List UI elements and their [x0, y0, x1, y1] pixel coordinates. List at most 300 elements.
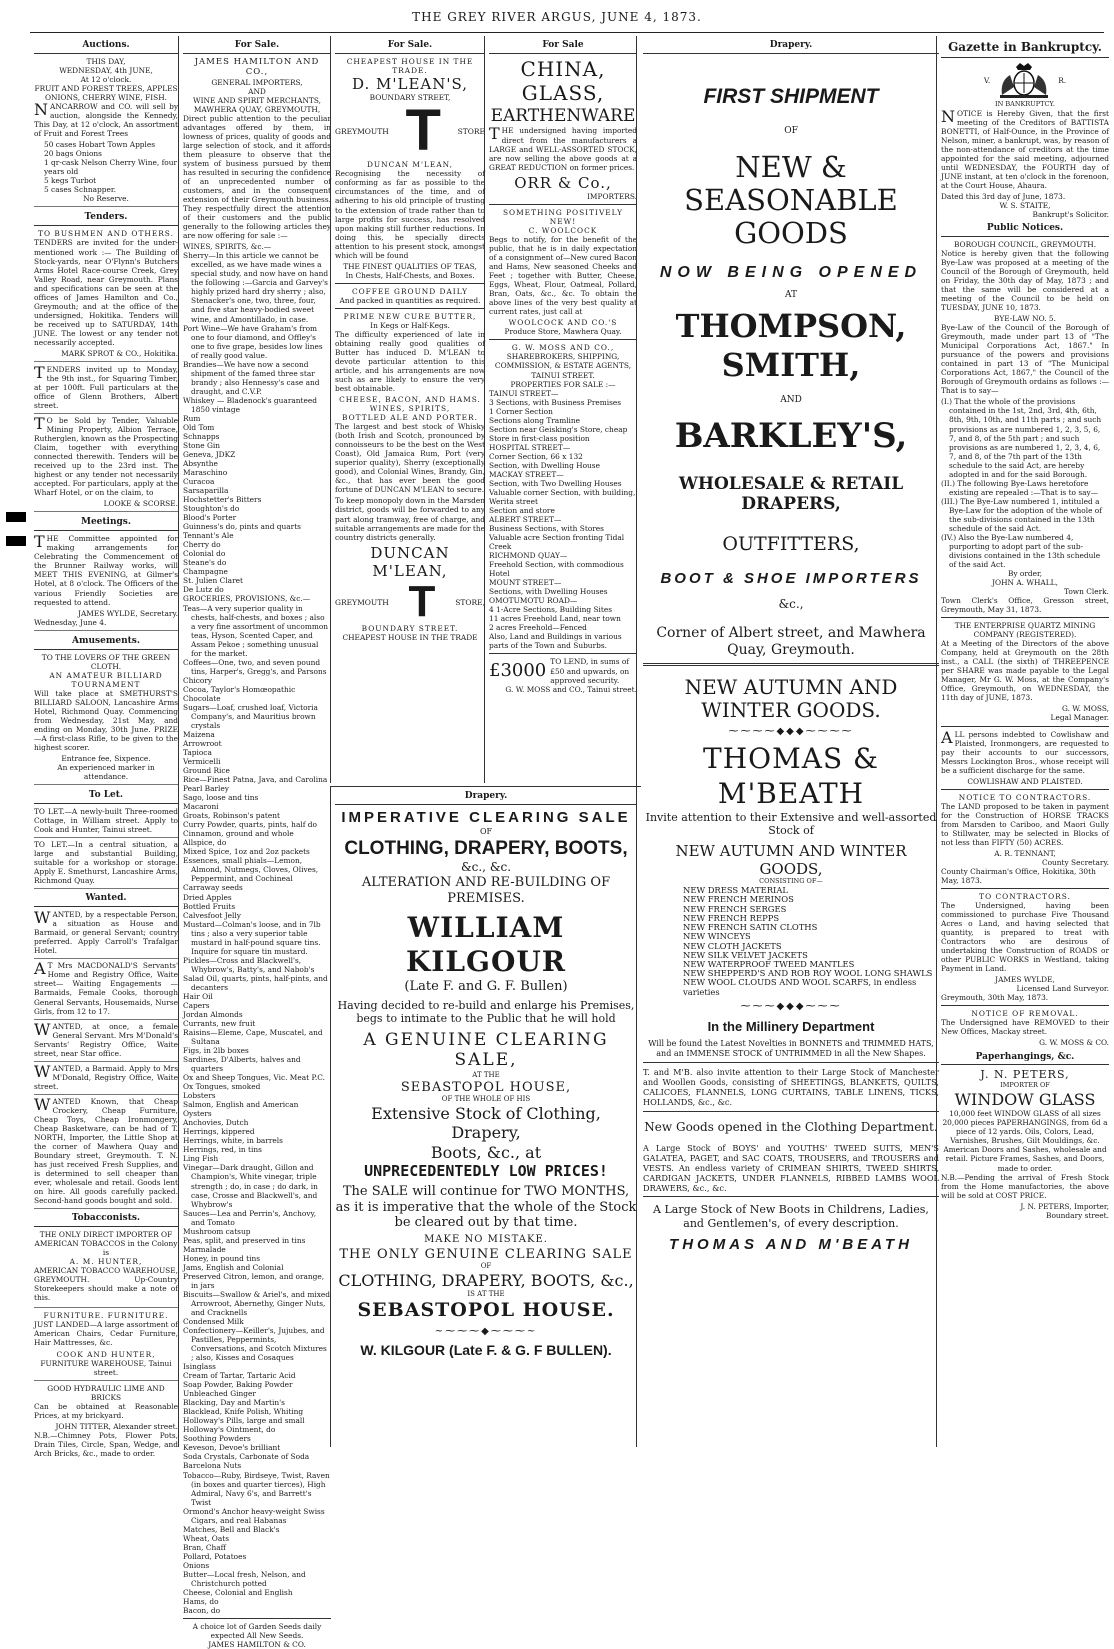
- kilgour-ad: [330, 786, 641, 1447]
- section-heading-for-sale: For Sale.: [335, 38, 485, 54]
- whall-sign: JOHN A. WHALL,: [992, 578, 1058, 588]
- sebastopol-heading: SEBASTOPOL HOUSE,: [400, 1079, 572, 1095]
- grocery-item: Herrings, white, in barrels: [183, 1136, 283, 1146]
- moss-name: G. W. MOSS AND CO.,: [511, 343, 615, 353]
- to-let-ad: TO LET.—A newly-built Three-roomed Cottage, in William street. Apply to Cook and Hunter, Tainui street.: [34, 807, 178, 838]
- kilgour-etc: &c., &c.: [460, 860, 512, 875]
- by-order: By order,: [1007, 569, 1043, 579]
- quartz-sign-2: Legal Manager.: [1050, 713, 1109, 723]
- grocery-item: Sugars—Loaf, crushed loaf, Victoria Company's, and Mauritius brown crystals: [183, 702, 318, 730]
- wine-item: Brandies—We have now a second shipment of the famed three star brandy ; also Hennessy's case and draught, and C.V.P.: [183, 359, 320, 396]
- thompson-smith: THOMPSON, SMITH,: [675, 307, 907, 385]
- column-3: [330, 36, 489, 783]
- grocery-item: Calvesfoot Jelly: [183, 910, 241, 920]
- grocery-item: Cocoa, Taylor's Homœopathic: [183, 684, 296, 694]
- property-item: Also, Land and Buildings in various parts of the Town and Suburbs.: [489, 632, 622, 651]
- grocery-item: Preserved Citron, lemon, and orange, in jars: [183, 1271, 325, 1290]
- clause-item: (III.) The Bye-Law numbered 1, intituled a Bye-Law for the adoption of the whole of the sub-divisions contained in the 13th schedule of the said Act.: [941, 496, 1102, 533]
- grocery-item: Sago, loose and tins: [183, 793, 259, 803]
- moss-street: TAINUI STREET.: [531, 370, 595, 380]
- borough-heading: BOROUGH COUNCIL, GREYMOUTH.: [953, 239, 1097, 249]
- contractors-body: The LAND proposed to be taken in payment for the Construction of HORSE TRACKS from Marsden to Cariboo, and Maori Gully to Stillwater, may be selected in Blocks of not less than FIFTY (50) ACRES.: [941, 801, 1109, 847]
- furniture-title: FURNITURE. FURNITURE.: [43, 1311, 169, 1321]
- tender-body: TENDERS are invited for the under-mentioned work :— The Building of Stock-yards, near O'Flynn's Butchers Arms Hotel Race-course Creek, Grey Valley Road, near Greymouth. Plans and specifications can be seen at the offices of James Hamilton and Co., Greymouth; and at the office of the undersigned, Hokitika. Tenders will be received up to SATURDAY, 14th JUNE. The lowest or any tender not necessarily accepted.: [34, 238, 178, 347]
- kilgour-of-2: OF: [480, 1262, 492, 1271]
- auction-item: 1 qr-cask Nelson Cherry Wine, four years old: [44, 158, 178, 177]
- grocery-item: Onions: [183, 1560, 210, 1570]
- grocery-item: Ox and Sheep Tongues, Vic. Meat P.C.: [183, 1073, 326, 1083]
- grocery-item: Holloway's Ointment, do: [183, 1425, 276, 1435]
- goods-item: NEW CLOTH JACKETS: [683, 940, 782, 951]
- wine-list: [183, 251, 331, 594]
- property-item: Store in first-class position: [489, 433, 590, 443]
- boots-body: A Large Stock of New Boots in Childrens, Ladies, and Gentlemen's, of every description.: [653, 1203, 929, 1230]
- kilgour-name: WILLIAM KILGOUR: [405, 910, 567, 978]
- contractors-body-2: The Undersigned, having been commissioned to purchase Five Thousand Acres o Land, and having selected that quantity, is prepared to treat with Contractors who are desirous of undertaking the Construction of ROADS or other PUBLIC WORKS in Westland, taking Payment in Land.: [941, 901, 1109, 974]
- mclean-body-2: The difficulty experienced of late in obtaining really good qualities of Butter has induced D. M'LEAN to devote particular attention to this article, and his arrangements are now such as are likely to ensure the very best obtainable.: [335, 329, 485, 394]
- property-item: TAINUI STREET—: [489, 388, 559, 398]
- new-seasonable-goods: NEW & SEASONABLE GOODS: [684, 149, 898, 251]
- amusement-entrance: Entrance fee, Sixpence.: [61, 753, 151, 763]
- grocery-item: Soothing Powders: [183, 1434, 251, 1444]
- hamilton-firm-3: WINE AND SPIRIT MERCHANTS,: [192, 95, 322, 105]
- removal-body: The Undersigned have REMOVED to their New Offices, Mackay street.: [941, 1018, 1109, 1037]
- hamilton-address: MAWHERA QUAY, GREYMOUTH,: [193, 104, 321, 114]
- teas-sub: In Chests, Half-Chests, and Boxes.: [345, 270, 475, 280]
- grocery-item: Groats, Robinson's patent: [183, 811, 281, 821]
- tee-left: GREYMOUTH: [335, 597, 389, 607]
- grocery-item: Pollard, Potatoes: [183, 1551, 247, 1561]
- at-label: AT: [784, 290, 797, 301]
- property-item: 1 Corner Section: [489, 406, 553, 416]
- mclean-sign: DUNCAN M'LEAN,: [366, 160, 453, 170]
- grocery-item: Butter—Local fresh, Nelson, and Christchurch potted: [183, 1569, 306, 1588]
- imperative-heading: IMPERATIVE CLEARING SALE: [341, 808, 631, 826]
- mclean-body-4: To keep monopoly down in the Marsden district, goods will be forwarded to any part along tramway, free of charge, and suitable arrangements are made for the country districts generally.: [335, 496, 485, 542]
- mclean-body: Recognising the necessity of conforming as far as possible to the circumstances of the time, and of adhering to his old principle of trusting to the extension of trade rather than to large profits for success, has resolved upon making still further reductions. In doing this, he specially directs attention to his present stock, amongst which will be found: [335, 169, 485, 260]
- quartz-sign: G. W. MOSS,: [1061, 704, 1109, 714]
- mclean-body-3: The largest and best stock of Whisky (both Irish and Scotch, pronounced by connoisseurs to be the best on the West Coast), Old Jamaica Rum, Port (very superior quality), Sherry (exceptionally good), and Colonial Wines, Brandy, Gin, &c., that has ever been the good fortune of DUNCAN M'LEAN to secure.: [335, 422, 485, 495]
- teas-line: THE FINEST QUALITIES OF TEAS,: [343, 261, 477, 271]
- bankruptcy-sign: W. S. STAITE,: [999, 200, 1051, 210]
- woolcock-sign: WOOLCOCK AND CO.'S: [508, 318, 618, 328]
- grocery-item: Vermicelli: [183, 757, 221, 767]
- lend-body: TO LEND, in sums of £50 and upwards, on approved security.: [550, 657, 630, 685]
- amusement-ad: [34, 653, 178, 785]
- tee-left: GREYMOUTH: [335, 126, 389, 136]
- quartz-body: At a Meeting of the Directors of the above Company, held at Greymouth on the 28th inst., a CALL (the sixth) of THREEPENCE per SHARE was made payable to the Legal Manager, Mr G. W. Moss, at the Company's Office, Greymouth, on WEDNESDAY, the 11th day of JUNE, 1873.: [941, 639, 1109, 703]
- grocery-item: Anchovies, Dutch: [183, 1118, 249, 1128]
- goods-item: NEW SHEPPERD'S AND ROB ROY WOOL LONG SHAWLS: [683, 968, 933, 979]
- clothing-heading-2: CLOTHING, DRAPERY, BOOTS, &c.,: [338, 1270, 634, 1290]
- to-let-ad: TO LET.—In a central situation, a large and substantial Building, suitable for a workshop or storage. Apply E. Smethurst, Lancashire Arms, Richmond Quay.: [34, 840, 178, 889]
- now-being-opened: NOW BEING OPENED: [659, 263, 923, 281]
- grocery-item: Jordan Almonds: [183, 1009, 243, 1019]
- contractors-heading-2: TO CONTRACTORS.: [979, 892, 1071, 902]
- section-heading-to-let: To Let.: [34, 788, 178, 804]
- orr-name: ORR & Co.,: [514, 173, 612, 192]
- cowlishaw-sign: COWLISHAW AND PLAISTED.: [967, 776, 1083, 786]
- glass-heading: GLASS,: [521, 81, 605, 106]
- grocery-item: Allspice, do: [183, 838, 227, 848]
- tender-title: TO BUSHMEN AND OTHERS.: [38, 229, 174, 239]
- furniture-sign: COOK AND HUNTER,: [56, 1349, 156, 1359]
- grocery-item: Pickles—Cross and Blackwell's, Whybrow's, Batty's, and Nabob's: [183, 955, 315, 974]
- auction-day: WEDNESDAY, 4th JUNE,: [59, 66, 153, 75]
- first-shipment: FIRST SHIPMENT: [703, 84, 879, 108]
- butter-line: PRIME NEW CURE BUTTER,: [343, 311, 477, 321]
- seeds-note: A choice lot of Garden Seeds daily expected All New Seeds.: [192, 1622, 322, 1641]
- grocery-item: Bottled Fruits: [183, 901, 236, 911]
- byelaw-heading: BYE-LAW NO. 5.: [994, 314, 1056, 324]
- grocery-item: Mustard—Colman's loose, and in 7lb tins ; also a very superior table mustard in half-pound square tins. Inquire for square tin mustard.: [183, 919, 321, 956]
- peters-sign-2: Boundary street.: [1046, 1210, 1109, 1220]
- section-heading-gazette: Gazette in Bankruptcy.: [941, 38, 1109, 58]
- wanted-ad: WANTED, at once, a female General Servant. Mrs M'Donald's Servants' Registry Office, Waite street, near Star office.: [34, 1022, 178, 1062]
- wine-item: Whiskey — Bladenock's guaranteed 1850 vintage: [183, 395, 317, 414]
- grocery-item: Mixed Spice, 1oz and 2oz packets: [183, 847, 310, 857]
- peters-sign: J. N. PETERS, Importer,: [1020, 1201, 1109, 1211]
- wine-item: Steane's do: [183, 558, 227, 568]
- contractors-office: County Chairman's Office, Hokitika, 30th May, 1873.: [941, 866, 1096, 885]
- clause-item: (II.) The following Bye-Laws heretofore existing are repealed :—That is to say—: [941, 478, 1099, 497]
- property-item: Section, with Two Dwelling Houses: [489, 478, 622, 488]
- woolcock-body: Begs to notify, for the benefit of the public, that he is in daily expectation of a consignment of—New cured Bacon and Hams, New seasoned Cheeks and Feet ; together with Butter, Cheese, Eggs, Wheat, Flour, Oatmeal, Pollard, Bran, Oats, &c., &c. To obtain the above lines of the very best quality at current rates, just call at: [489, 235, 637, 317]
- hamilton-and: AND: [248, 86, 266, 96]
- grocery-item: Marmalade: [183, 1244, 226, 1254]
- grocery-item: Salmon, English and American: [183, 1100, 299, 1110]
- grocery-item: Ground Rice: [183, 766, 230, 776]
- auction-title: FRUIT AND FOREST TREES, APPLES ONIONS, CHERRY WINE, FISH.: [34, 84, 178, 103]
- grocery-item: Dried Apples: [183, 892, 232, 902]
- wine-item: Curacoa: [183, 477, 215, 487]
- peters-name: J. N. PETERS,: [980, 1068, 1070, 1082]
- ornament: ~⁓⁓⁓◆⁓⁓⁓~: [434, 1326, 538, 1338]
- column-6: [936, 36, 1113, 1447]
- contractors-sign: A. R. TENNANT,: [994, 848, 1056, 858]
- section-heading-for-sale: For Sale.: [183, 38, 331, 54]
- bankruptcy-sign-2: Bankrupt's Solicitor.: [1032, 209, 1109, 219]
- amusement-title: TO THE LOVERS OF THE GREEN CLOTH.: [41, 652, 171, 671]
- tobacco-title: THE ONLY DIRECT IMPORTER OF AMERICAN TOBACCOS in the Colony is: [34, 1230, 178, 1258]
- wine-item: Champagne: [183, 567, 228, 577]
- wine-item: Cherry do: [183, 540, 221, 550]
- grocery-item: Blacking, Day and Martin's: [183, 1398, 285, 1408]
- mclean-address-2: BOUNDARY STREET.: [361, 624, 459, 634]
- boots-heading: Boots, &c., at: [430, 1142, 542, 1162]
- etc-label: &c.,: [778, 596, 804, 611]
- section-heading-public-notices: Public Notices.: [941, 221, 1109, 237]
- orr-importers: IMPORTERS.: [587, 191, 637, 201]
- property-item: 3 Sections, with Business Premises: [489, 397, 622, 407]
- goods-item: NEW SILK VELVET JACKETS: [683, 949, 808, 960]
- property-item: Valuable acre Section fronting Tidal Creek: [489, 533, 625, 552]
- auction-item: 20 bags Onions: [44, 149, 102, 159]
- wine-item: Schnapps: [183, 431, 220, 441]
- lend-ad: [489, 657, 637, 684]
- goods-item: NEW WINCEYS: [683, 931, 751, 942]
- auction-body: NANCARROW and CO. will sell by auction, alongside the Kennedy, This Day, at 12 o'clock, An assortment of Fruit and Forest Trees: [34, 100, 178, 139]
- grocery-item: Sauces—Lea and Perrin's, Anchovy, and Tomato: [183, 1208, 317, 1227]
- grocery-item: Pearl Barley: [183, 784, 229, 794]
- property-item: 11 acres Freehold Land, near town: [489, 614, 621, 624]
- grocery-item: Cinnamon, ground and whole: [183, 829, 294, 839]
- consisting-of: CONSISTING OF—: [759, 877, 823, 886]
- top-rule: [30, 32, 1104, 33]
- lend-amount: £3000: [489, 660, 547, 682]
- ink-mark: [6, 512, 26, 522]
- crest-v: V.: [983, 76, 991, 86]
- clothing-heading: CLOTHING, DRAPERY, BOOTS,: [344, 838, 628, 860]
- tee-logo: [335, 577, 485, 627]
- amusement-body: Will take place at SMETHURST'S BILLIARD SALOON, Lancashire Arms Hotel, Richmond Quay. Commencing from Wednesday, 21st May, and ending on Monday, 30th June. PRIZE—A first-class Rifle, to be given to the highest scorer.: [34, 688, 178, 752]
- tee-mark: T: [405, 98, 441, 164]
- byelaw-body: Bye-Law of the Council of the Borough of Greymouth, made under part 13 of "The Municipal Corporations Act, 1867." In pursuance of the powers and provisions contained in part 13 of "The Municipal Corporations Act, 1867," the Council of the Borough of Greymouth ordains as follows :—That is to say—: [941, 323, 1109, 396]
- property-item: MOUNT STREET—: [489, 578, 562, 588]
- kilgour-whole: OF THE WHOLE OF HIS: [441, 1095, 531, 1104]
- property-item: MACKAY STREET—: [489, 469, 564, 479]
- grocery-item: Blacklead, Knife Polish, Whiting: [183, 1407, 304, 1417]
- property-item: Sections along Tramline: [489, 415, 581, 425]
- section-heading-drapery: Drapery.: [335, 789, 637, 805]
- removal-sign: G. W. MOSS & CO.: [1039, 1038, 1109, 1048]
- wylde-sign: JAMES WYLDE,: [995, 975, 1055, 985]
- mclean-address: BOUNDARY STREET,: [369, 93, 451, 103]
- grocery-item: Rice—Finest Patna, Java, and Carolina: [183, 775, 328, 785]
- grocery-item: Herrings, red, in tins: [183, 1145, 262, 1155]
- lime-body: Can be obtained at Reasonable Prices, at my brickyard.: [34, 1401, 178, 1420]
- something-new: SOMETHING POSITIVELY NEW!: [502, 207, 623, 226]
- wines-line: WINES, SPIRITS,: [369, 404, 451, 414]
- property-item: Section and store: [489, 505, 555, 515]
- property-item: Valuable corner Section, with building, Werita street: [489, 487, 636, 506]
- grocery-item: Wheat, Oats: [183, 1533, 230, 1543]
- clause-item: (IV.) Also the Bye-Law numbered 4, purporting to adopt part of the sub-divisions contained in the 13th schedule of the said Act.: [941, 532, 1101, 569]
- grocery-item: Chocolate: [183, 693, 221, 703]
- tender-body: TO be Sold by Tender, Valuable Mining Property, Albion Terrace, Rutherglen, known as the Prospecting Claim, together with everything connected therewith. Tenders will be received up to the 23rd inst. The highest or any tender not necessarily accepted. For particulars, apply at the Wharf Hotel, or on the claim, to: [34, 414, 178, 498]
- removal-heading: NOTICE OF REMOVAL.: [971, 1009, 1079, 1019]
- kilgour-sign: W. KILGOUR (Late F. & G. F BULLEN).: [360, 1342, 612, 1359]
- lend-sign: G. W. MOSS and CO., Tainui street.: [505, 684, 637, 694]
- butter-sub: In Kegs or Half-Kegs.: [370, 320, 450, 330]
- new-autumn-winter-goods: NEW AUTUMN AND WINTER GOODS,: [675, 841, 907, 878]
- tee-mark: T: [408, 577, 436, 627]
- china-body: THE undersigned having imported direct from the manufacturers a LARGE and WELL-ASSORTED STOCK, are now selling the above goods at a GREAT REDUCTION on former prices.: [489, 124, 637, 172]
- lime-sign: JOHN TITTER, Alexander street.: [55, 1421, 178, 1431]
- grocery-item: Cream of Tartar, Tartaric Acid: [183, 1371, 296, 1381]
- peters-nb: N.B.—Pending the arrival of Fresh Stock from the Home manufactories, the above will be sold at COST PRICE.: [941, 1172, 1109, 1200]
- kilgour-at-the: AT THE: [472, 1070, 500, 1079]
- section-heading-tobacconists: Tobacconists.: [34, 1211, 178, 1227]
- property-item: Business Sections, with Stores: [489, 524, 604, 534]
- lime-nb: N.B.—Chimney Pots, Flower Pots, Drain Tiles, Circle, Span, Wedge, and Arch Bricks, &c., made to order.: [34, 1430, 178, 1458]
- barkleys: BARKLEY'S,: [674, 416, 908, 457]
- section-heading-for-sale: For Sale: [489, 38, 637, 54]
- whall-sign-2: Town Clerk.: [1064, 587, 1109, 597]
- grocery-item: Mushroom catsup: [183, 1226, 251, 1236]
- coffee-line: COFFEE GROUND DAILY: [351, 286, 469, 296]
- grocery-list: [183, 604, 331, 1616]
- bankruptcy-notice: NOTICE is Hereby Given, that the first meeting of the Creditors of BATTISTA BONETTI, of Half-Ounce, in the Province of Nelson, miner, a bankrupt, was, by reason of the non-attendance of creditors at the time appointed for the said meeting, adjourned until WEDNESDAY, the FOURTH day of JUNE instant, at ten o'clock in the forenoon, at the Court House, Ahaura.: [941, 106, 1109, 190]
- grocery-item: Ormond's Anchor heavy-weight Swiss Cigars, and real Habanas: [183, 1506, 325, 1525]
- grocery-item: Bacon, do: [183, 1605, 221, 1615]
- goods-list: [683, 886, 939, 997]
- sebastopol-heading-2: SEBASTOPOL HOUSE.: [357, 1298, 615, 1321]
- grocery-item: Curry Powder, quarts, pints, half do: [183, 820, 317, 830]
- grocery-item: Ling Fish: [183, 1154, 219, 1164]
- clause-item: (I.) That the whole of the provisions contained in the 1st, 2nd, 3rd, 4th, 6th, 8th, 9th, 10th, and 11th parts ; and such provisions as are numbered 1, 2, 3, 5, 6, 7, and 8, of the 5th part ; and such provisions as are numbered 1, 2, 3, 4, 6, 7, and 8, of the 7th part of the 13th schedule to the said Act, are hereby adopted in and for the said Borough.: [941, 397, 1102, 479]
- earthenware-heading: EARTHENWARE: [490, 105, 636, 126]
- wine-item: Rum: [183, 413, 201, 423]
- grocery-item: Capers: [183, 1000, 210, 1010]
- section-heading-tenders: Tenders.: [34, 210, 178, 226]
- property-item: Corner Section, 66 x 132: [489, 451, 583, 461]
- wine-item: St. Julien Claret: [183, 576, 243, 586]
- cowlishaw-notice: ALL persons indebted to Cowlishaw and Plaisted, Ironmongers, are requested to pay their accounts to our successors, Messrs Lockington Bros., whose receipt will be a sufficient discharge for the same.: [941, 727, 1109, 775]
- goods-item: NEW FRENCH REPPS: [683, 912, 780, 923]
- grocery-item: Soap Powder, Baking Powder: [183, 1380, 293, 1390]
- amusement-title-2: AN AMATEUR BILLIARD TOURNAMENT: [49, 670, 163, 689]
- grocery-item: Isinglass: [183, 1362, 216, 1372]
- tender-sign: LOOKE & SCORSE.: [103, 499, 178, 509]
- clothing-dept-body: A Large Stock of BOYS' and YOUTHS' TWEED SUITS, MEN'S GALATEA, PAGET, and SAC COATS, TROUSERS, and TROUSERS and VESTS. An endless variety of CRIMEAN SHIRTS, TWEED SHIRTS, CARDIGAN JACKETS, UNDER FLANNELS, RIBBED LAMBS WOOL DRAWERS, &c., &c.: [643, 1143, 939, 1194]
- grocery-item: Unbleached Ginger: [183, 1389, 256, 1399]
- wine-item: Old Tom: [183, 422, 215, 432]
- wine-item: Sherry—In this article we cannot be excelled, as we have made wines a special study, and now have on hand the following :—Garcia and Garvey's highly prized hard dry sherry ; also, Stenacker's one, two, three, four, and five star heavy-bodied sweet wine, and Amontillado, in case.: [183, 251, 329, 324]
- grocery-item: Carraway seeds: [183, 883, 243, 893]
- kilgour-late: (Late F. and G. F. Bullen): [404, 978, 568, 994]
- peters-importer: IMPORTER OF: [1000, 1080, 1050, 1089]
- grocery-item: Essences, small phials—Lemon, Almond, Nutmegs, Cloves, Olives, Peppermint, and Cochineal: [183, 856, 319, 884]
- grocery-item: Arrowroot: [183, 738, 222, 748]
- thomas-invite: Invite attention to their Extensive and well-assorted Stock of: [645, 810, 937, 838]
- groceries-heading: GROCERIES, PROVISIONS, &c.—: [183, 594, 311, 604]
- only-genuine-heading: THE ONLY GENUINE CLEARING SALE: [339, 1246, 633, 1262]
- grocery-item: Cheese, Colonial and English: [183, 1587, 293, 1597]
- crest-r: R.: [1058, 76, 1067, 86]
- ornament: ⁓⁓⁓◆◆◆⁓⁓⁓: [740, 1000, 842, 1012]
- genuine-heading: A GENUINE CLEARING SALE,: [363, 1029, 609, 1071]
- grocery-item: Biscuits—Swallow & Ariel's, and mixed Arrowroot, Abernethy, Ginger Nuts, and Cracknells: [183, 1289, 330, 1317]
- grocery-item: Macaroni: [183, 802, 219, 812]
- grocery-item: Matches, Bell and Black's: [183, 1524, 280, 1534]
- wine-item: Colonial do: [183, 549, 226, 559]
- grocery-item: Lobsters: [183, 1091, 216, 1101]
- kilgour-is-at: IS AT THE: [467, 1290, 505, 1299]
- tender-ad: [34, 416, 178, 512]
- kilgour-having: Having decided to re-build and enlarge his Premises, begs to intimate to the Public that he will hold: [337, 998, 635, 1026]
- grocery-item: Vinegar—Dark draught, Gillon and Champion's, White vinegar, triple strength ; do, in case ; do dark, in case, Crosse and Blackwell's, and Whybrow's: [183, 1163, 318, 1209]
- goods-item: NEW WATERPROOF TWEED MANTLES: [683, 958, 855, 969]
- grocery-item: Ox Tongues, smoked: [183, 1082, 261, 1092]
- wholesale-retail: WHOLESALE & RETAIL DRAPERS,: [678, 473, 904, 515]
- goods-item: NEW DRESS MATERIAL: [683, 885, 788, 896]
- wine-item: Guinness's do, pints and quarts: [183, 522, 301, 532]
- grocery-item: Confectionery—Keiller's, Jujubes, and Pastilles, Peppermints, Conversations, and Scotch Mixtures ; also, Kisses and Cosaques: [183, 1326, 327, 1363]
- contractors-heading: NOTICE TO CONTRACTORS.: [958, 792, 1092, 802]
- section-heading-meetings: Meetings.: [34, 515, 178, 531]
- property-item: 2 acres Freehold—Fenced: [489, 623, 587, 633]
- grocery-item: Hams, do: [183, 1596, 219, 1606]
- grocery-item: Teas—A very superior quality in chests, half-chests, and boxes ; also a very fine assortment of uncommon teas, Hyson, Scented Caper, and Assam Pekoe ; something unusual for the market.: [183, 603, 329, 658]
- property-item: RICHMOND QUAY—: [489, 551, 568, 561]
- ornament: ⁓⁓⁓⁓◆◆◆⁓⁓⁓⁓: [728, 726, 854, 738]
- tee-right: STORE: [457, 126, 485, 136]
- no-mistake: MAKE NO MISTAKE.: [424, 1234, 548, 1246]
- cheapest-house-2: CHEAPEST HOUSE IN THE TRADE: [342, 633, 478, 643]
- grocery-item: Jams, English and Colonial: [183, 1262, 284, 1272]
- furniture-sign-2: FURNITURE WAREHOUSE, Tainui street.: [40, 1358, 172, 1377]
- lime-ad: [34, 1384, 178, 1458]
- grocery-item: Chicory: [183, 675, 213, 685]
- wanted-ad: AT Mrs MACDONALD'S Servants' Home and Registry Office, Waite street— Waiting Engagements — Barmaids, Female Cooks, thorough General Servants, Housemaids, Nurse Girls, from 12 to 17.: [34, 961, 178, 1019]
- woolcock-name: C. WOOLCOCK: [528, 226, 598, 236]
- bottled-line: BOTTLED ALE AND PORTER.: [342, 413, 478, 423]
- grocery-item: Condensed Milk: [183, 1316, 244, 1326]
- wines-heading: WINES, SPIRITS, &c.—: [183, 242, 272, 252]
- column-5: [636, 36, 945, 1447]
- clause-list: [941, 397, 1109, 569]
- property-item: OMOTUMOTU ROAD—: [489, 596, 578, 606]
- section-heading-paperhangings: Paperhangings, &c.: [941, 1050, 1109, 1066]
- grocery-item: Sardines, D'Alberts, halves and quarters: [183, 1055, 301, 1074]
- tender-sign: MARK SPROT & CO., Hokitika.: [61, 348, 178, 358]
- window-glass: WINDOW GLASS: [954, 1089, 1096, 1109]
- section-heading-wanted: Wanted.: [34, 891, 178, 907]
- town-clerk-office: Town Clerk's Office, Gresson street, Greymouth, May 31, 1873.: [941, 596, 1109, 615]
- column-1: [30, 36, 182, 1458]
- wanted-ad: WANTED Known, that Cheap Crockery, Cheap Furniture, Cheap Toys, Cheap Ironmongery, Cheap Basketware, can be had of T. NORTH, Importer, the Little Shop at the corner of Mawhera Quay and Boundary street, Greymouth. T. N. has just received Fresh Supplies, and is determined to sell cheaper than ever, wholesale and retail. Goods lent on hire. All goods carefully packed. Second-hand goods bought and sold.: [34, 1097, 178, 1209]
- china-heading: CHINA,: [520, 56, 606, 81]
- wine-item: Maraschino: [183, 468, 228, 478]
- hamilton-firm-2: GENERAL IMPORTERS,: [211, 77, 303, 87]
- auction-when: THIS DAY,: [86, 56, 126, 66]
- wanted-ad: WANTED, by a respectable Person, a situation as House and Barmaid, or general Servant; country preferred. Apply Carroll's Trafalgar Hotel.: [34, 910, 178, 959]
- hamilton-firm: JAMES HAMILTON AND CO.,: [194, 56, 320, 78]
- contractors-sign-2: County Secretary.: [1041, 857, 1109, 867]
- coffee-sub: And packed in quantities as required.: [339, 295, 481, 305]
- alteration-heading: ALTERATION AND RE-BUILDING OF PREMISES.: [361, 874, 611, 906]
- grocery-item: Keveson, Devoe's brilliant: [183, 1443, 281, 1453]
- property-item: Section near Geisking's Store, cheap: [489, 424, 628, 434]
- column-2: [178, 36, 335, 1649]
- millinery-heading: In the Millinery Department: [707, 1019, 875, 1035]
- auction-item: 5 cases Schnapper.: [44, 185, 116, 195]
- property-item: Freehold Section, with commodious Hotel: [489, 560, 624, 579]
- crest-icon: [996, 61, 1052, 101]
- grocery-item: Hair Oil: [183, 991, 213, 1001]
- kilgour-of: OF: [479, 827, 493, 837]
- grocery-item: Oysters: [183, 1109, 212, 1119]
- column-4: [484, 36, 641, 783]
- section-heading-auctions: Auctions.: [34, 38, 178, 54]
- wine-item: Geneva, JDKZ: [183, 449, 236, 459]
- auction-reserve: No Reserve.: [83, 194, 129, 204]
- cheapest-house: CHEAPEST HOUSE IN THE TRADE.: [346, 56, 474, 75]
- quartz-heading: THE ENTERPRISE QUARTZ MINING COMPANY (REGISTERED).: [954, 621, 1096, 640]
- wine-item: Absynthe: [183, 459, 218, 468]
- furniture-ad: [34, 1311, 178, 1380]
- auction-ad: [34, 57, 178, 208]
- grocery-item: Raisins—Eleme, Cape, Muscatel, and Sultana: [183, 1027, 323, 1046]
- woolcock-sign-2: Produce Store, Mawhera Quay.: [504, 327, 622, 337]
- wine-item: Blood's Porter: [183, 513, 237, 523]
- goods-item: NEW FRENCH SATIN CLOTHS: [683, 922, 818, 933]
- tobacco-body: AMERICAN TOBACCO WAREHOUSE, GREYMOUTH. Up-Country Storekeepers should make a note of this.: [34, 1266, 178, 1303]
- hamilton-sign: JAMES HAMILTON & CO.: [208, 1640, 306, 1649]
- corner-address: Corner of Albert street, and Mawhera Quay, Greymouth.: [656, 625, 926, 659]
- grocery-item: Coffees—One, two, and seven pound tins, Harper's, Gregg's, and Parsons: [183, 657, 327, 676]
